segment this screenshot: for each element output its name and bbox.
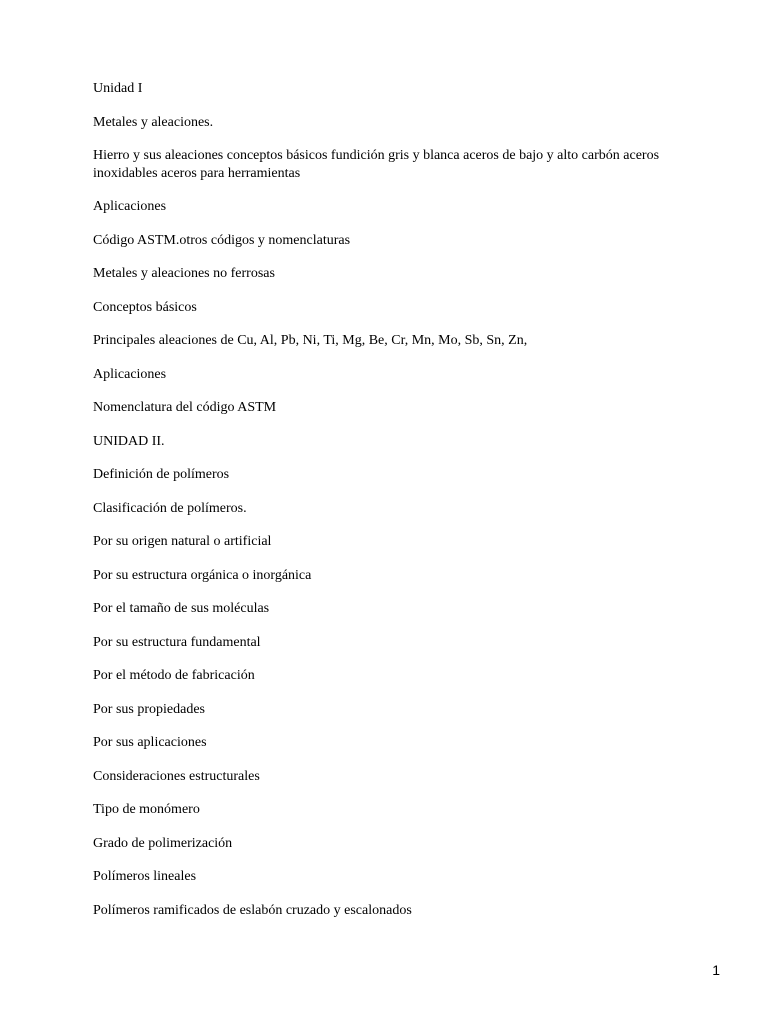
paragraph: Nomenclatura del código ASTM <box>93 400 277 415</box>
paragraph: Por sus propiedades <box>93 701 205 717</box>
paragraph: Hierro y sus aleaciones conceptos básicos fundición gris y blanca aceros de bajo y alto carbón aceros inoxidables aceros para herramientas <box>93 148 660 181</box>
heading-unit-2: UNIDAD II. <box>93 433 165 449</box>
paragraph: Tipo de monómero <box>93 802 200 817</box>
paragraph: Metales y aleaciones. <box>93 114 214 130</box>
paragraph: Conceptos básicos <box>93 299 197 315</box>
paragraph: Principales aleaciones de Cu, Al, Pb, Ni, Ti, Mg, Be, Cr, Mn, Mo, Sb, Sn, Zn, <box>93 333 528 348</box>
paragraph: Por su estructura fundamental <box>93 634 261 650</box>
paragraph: Por el tamaño de sus moléculas <box>93 601 270 616</box>
paragraph: Metales y aleaciones no ferrosas <box>93 266 275 281</box>
document-body <box>93 80 683 935</box>
paragraph: Grado de polimerización <box>93 835 233 851</box>
paragraph: Consideraciones estructurales <box>93 768 260 784</box>
paragraph: Código ASTM.otros códigos y nomenclaturas <box>93 232 351 248</box>
paragraph: Aplicaciones <box>93 199 167 214</box>
paragraph: Clasificación de polímeros. <box>93 500 247 516</box>
heading-unit-1: Unidad I <box>93 81 143 96</box>
paragraph: Por el método de fabricación <box>93 668 255 683</box>
paragraph: Aplicaciones <box>93 366 167 382</box>
paragraph: Polímeros lineales <box>93 869 197 884</box>
paragraph: Polímeros ramificados de eslabón cruzado y escalonados <box>93 902 412 918</box>
paragraph: Por su origen natural o artificial <box>93 534 272 549</box>
paragraph: Por sus aplicaciones <box>93 735 207 750</box>
paragraph: Definición de polímeros <box>93 467 230 482</box>
page-number: 1 <box>712 962 720 978</box>
paragraph: Por su estructura orgánica o inorgánica <box>93 567 312 583</box>
